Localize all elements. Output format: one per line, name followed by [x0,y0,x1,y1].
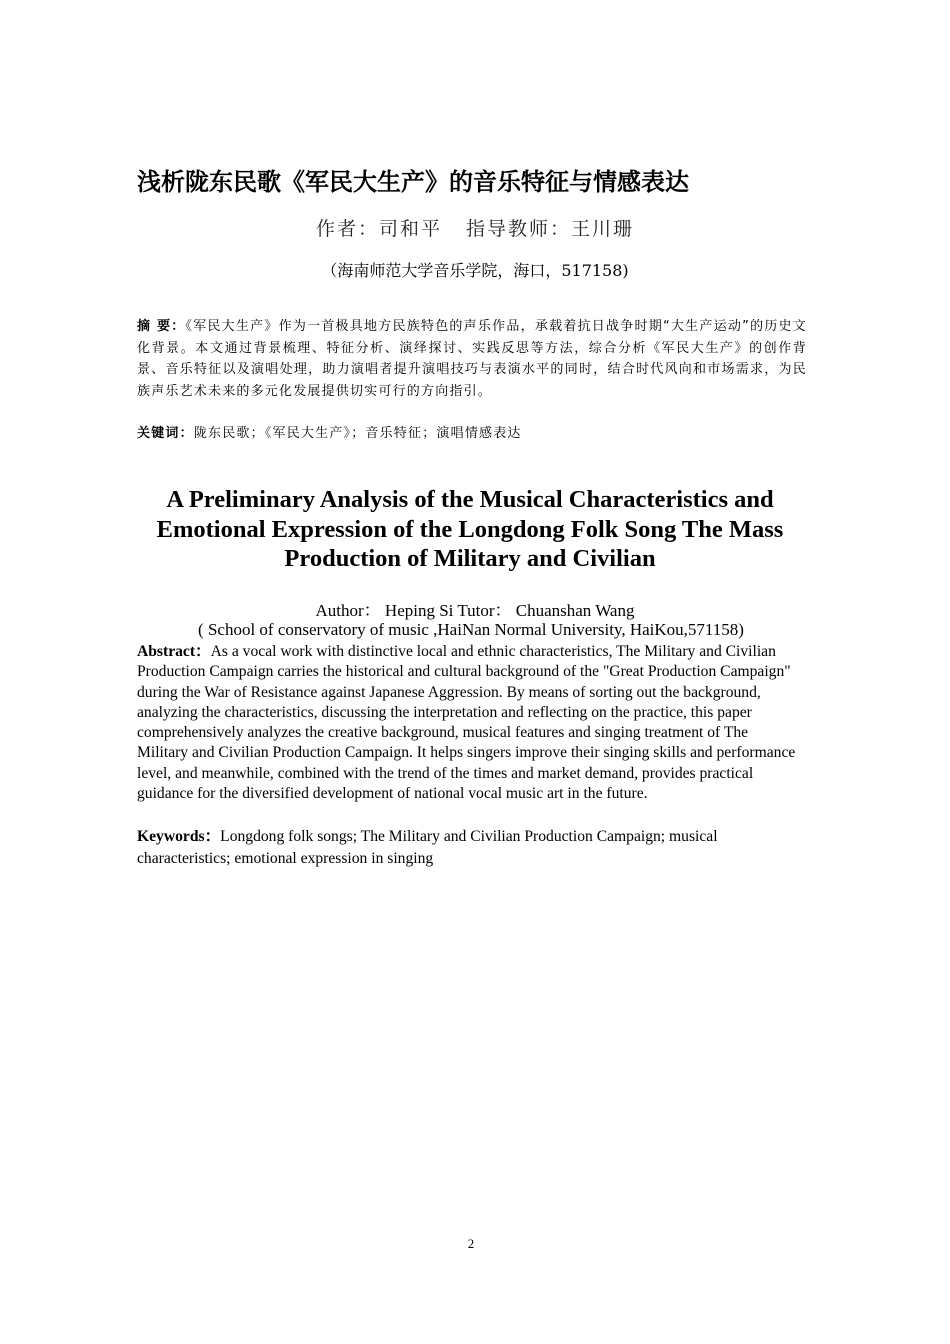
english-author-line: Author： Heping Si Tutor： Chuanshan Wang [315,601,635,620]
chinese-keywords-text: 陇东民歌；《军民大生产》；音乐特征；演唱情感表达 [193,426,522,441]
english-abstract [137,642,802,804]
english-keywords-text: Longdong folk songs; The Military and Civilian Production Campaign; musical characteristics; emotional expression in singing [137,828,718,867]
chinese-keywords-label: 关键词： [137,426,194,441]
english-keywords-label: Keywords： [137,828,221,845]
chinese-tutor: 指导教师：王川珊 [466,218,635,240]
english-title: A Preliminary Analysis of the Musical Characteristics and Emotional Expression of the Longdong Folk Song The Mass Production of Military and Civilian [156,486,784,572]
chinese-title: 浅析陇东民歌《军民大生产》的音乐特征与情感表达 [137,168,689,196]
page-number: 2 [467,1236,475,1251]
chinese-abstract-text: 《军民大生产》作为一首极具地方民族特色的声乐作品，承载着抗日战争时期“大生产运动”的历史文化背景。本文通过背景梳理、特征分析、演绎探讨、实践反思等方法，综合分析《军民大生产》的创作背景、音乐特征以及演唱处理，助力演唱者提升演唱技巧与表演水平的同时，结合时代风向和市场需求，为民族声乐艺术未来的多元化发展提供切实可行的方向指引。 [137,319,807,399]
chinese-author: 作者：司和平 [315,218,442,240]
english-abstract-text: As a vocal work with distinctive local and ethnic characteristics, The Military and Civilian Production Campaign carries the historical and cultural background of the "Great Production Campaign" during the War of Resistance against Japanese Aggression. By means of sorting out the background, analyzing the characteristics, discussing the interpretation and reflecting on the practice, this paper comprehensively analyzes the creative background, musical features and singing treatment of The Military and Civilian Production Campaign. It helps singers improve their singing skills and performance level, and meanwhile, combined with the trend of the times and market demand, provides practical guidance for the diversified development of national vocal music art in the future. [137,643,796,803]
chinese-author-line [0,214,950,241]
english-affiliation: ( School of conservatory of music ,HaiNan Normal University, HaiKou,571158) [198,620,744,639]
chinese-keywords [137,423,807,444]
chinese-abstract [137,316,807,402]
english-keywords [137,826,807,869]
english-abstract-label: Abstract： [137,643,211,660]
chinese-affiliation: （海南师范大学音乐学院，海口，517158) [321,261,629,280]
chinese-abstract-label: 摘 要： [137,319,186,334]
